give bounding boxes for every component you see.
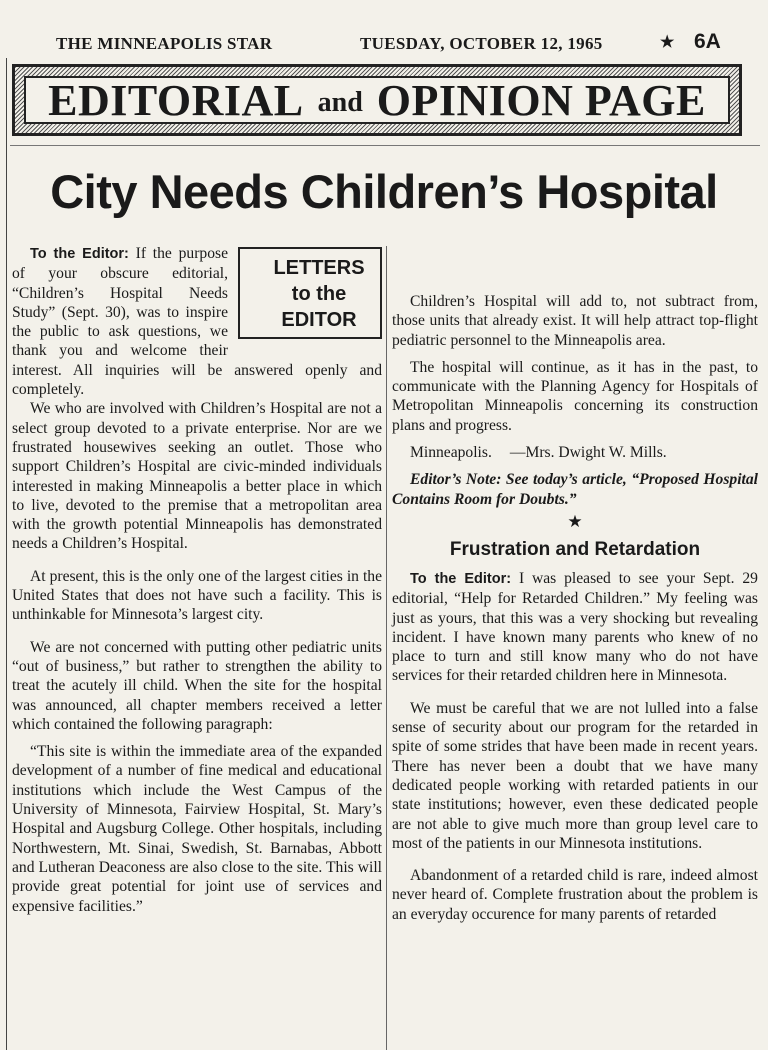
letter1-p1-text: If the purpose of your obscure editorial, “Children’s Hospital Needs Study” (Sept. 30), was to inspire the public to ask questions, we thank you and welcome their interest. All inquiries will be answered openly and completely. <box>12 245 382 399</box>
page-headline: City Needs Children’s Hospital <box>50 165 718 218</box>
letter1-paragraph-5: “This site is within the immediate area of the expanded development of a number of fine medical and educational institutions which include the West Campus of the University of Minnesota, Fairview Hospital, St. Mary’s Hospital and Augsburg College. Other hospitals, including Northwestern, Mt. Sinai, Swedish, St. Barnabas, Abbott and Lutheran Deaconess are also close to the site. This will provide great potential for joint use of services and expensive facilities.” <box>12 743 382 915</box>
letter2-subhead: Frustration and Retardation <box>449 538 701 560</box>
right-column <box>392 244 758 924</box>
letter1-paragraph-2: We who are involved with Children’s Hospital are not a select group devoted to a private enterprise. Nor are we frustrated housewives seeking an outlet. Those who support Children’s Hospital are civic-minded individuals interested in making Minneapolis a better place in which to live, devoted to the premise that a metropolitan area with the growth potential Minneapolis has demonstrated needs a Children’s Hospital. <box>12 400 382 553</box>
letters-box-line-1: LETTERS <box>273 257 365 279</box>
editors-note: Editor’s Note: See today’s article, “Proposed Hospital Contains Room for Doubts.” <box>392 471 758 508</box>
letters-box-line-2: to the <box>291 283 347 305</box>
letter1-signature <box>392 443 758 462</box>
page-number: 6A <box>694 30 721 53</box>
banner-word-opinion: OPINION PAGE <box>376 75 706 125</box>
left-column <box>12 244 382 916</box>
section-banner <box>12 64 742 136</box>
letter2-paragraph-1 <box>392 569 758 686</box>
letter1-author: —Mrs. Dwight W. Mills. <box>509 444 667 462</box>
section-banner-inner <box>24 76 730 124</box>
issue-date: TUESDAY, OCTOBER 12, 1965 <box>360 34 603 53</box>
letter2-paragraph-3: Abandonment of a retarded child is rare, indeed almost never heard of. Complete frustration about the problem is an everyday occurence for many parents of retarded <box>392 867 758 923</box>
banner-word-editorial: EDITORIAL <box>48 75 304 125</box>
banner-divider <box>10 145 760 146</box>
letter1-paragraph-6: Children’s Hospital will add to, not subtract from, those units that already exist. It will help attract top-flight pediatric personnel to the Minneapolis area. <box>392 293 758 349</box>
banner-word-and: and <box>317 87 363 118</box>
column-divider <box>386 246 387 1050</box>
letter1-paragraph-3: At present, this is the only one of the largest cities in the United States that does not have such a facility. This is unthinkable for Minnesota’s largest city. <box>12 567 382 624</box>
letter1-salutation: To the Editor: <box>30 246 129 262</box>
letter1-paragraph-4: We are not concerned with putting other pediatric units “out of business,” but rather to strengthen the ability to treat the acutely ill child. When the site for the hospital was announced, all chapter members received a letter which contained the following paragraph: <box>12 638 382 733</box>
letters-box-line-3: EDITOR <box>281 309 357 331</box>
letter2-salutation: To the Editor: <box>410 570 512 587</box>
newspaper-name: THE MINNEAPOLIS STAR <box>56 34 273 53</box>
letter2-p1-text: I was pleased to see your Sept. 29 editorial, “Help for Retarded Children.” My feeling was just as yours, that this was a very shocking but revealing incident. I have known many parents who knew of no place to turn and still know many who do not have services for their retarded children here in Minnesota. <box>392 569 758 685</box>
letter1-paragraph-7: The hospital will continue, as it has in the past, to communicate with the Planning Agency for Hospitals of Metropolitan Minneapolis concerning its construction plans and progress. <box>392 358 758 434</box>
letter2-paragraph-2: We must be careful that we are not lulled into a false sense of security about our program for the retarded in spite of some strides that have been made in recent years. There has never been a doubt that we have many dedicated people working with retarded patients in our state institutions; however, even these dedicated people are not able to give much more than group level care to most of the patients in our Minnesota institutions. <box>392 699 758 852</box>
star-separator-icon: ★ <box>567 511 583 531</box>
masthead <box>0 30 768 58</box>
letters-to-editor-box <box>238 247 382 339</box>
letter1-place: Minneapolis. <box>410 444 492 462</box>
star-icon: ★ <box>660 34 675 51</box>
letter1-paragraph-1 <box>12 244 382 399</box>
